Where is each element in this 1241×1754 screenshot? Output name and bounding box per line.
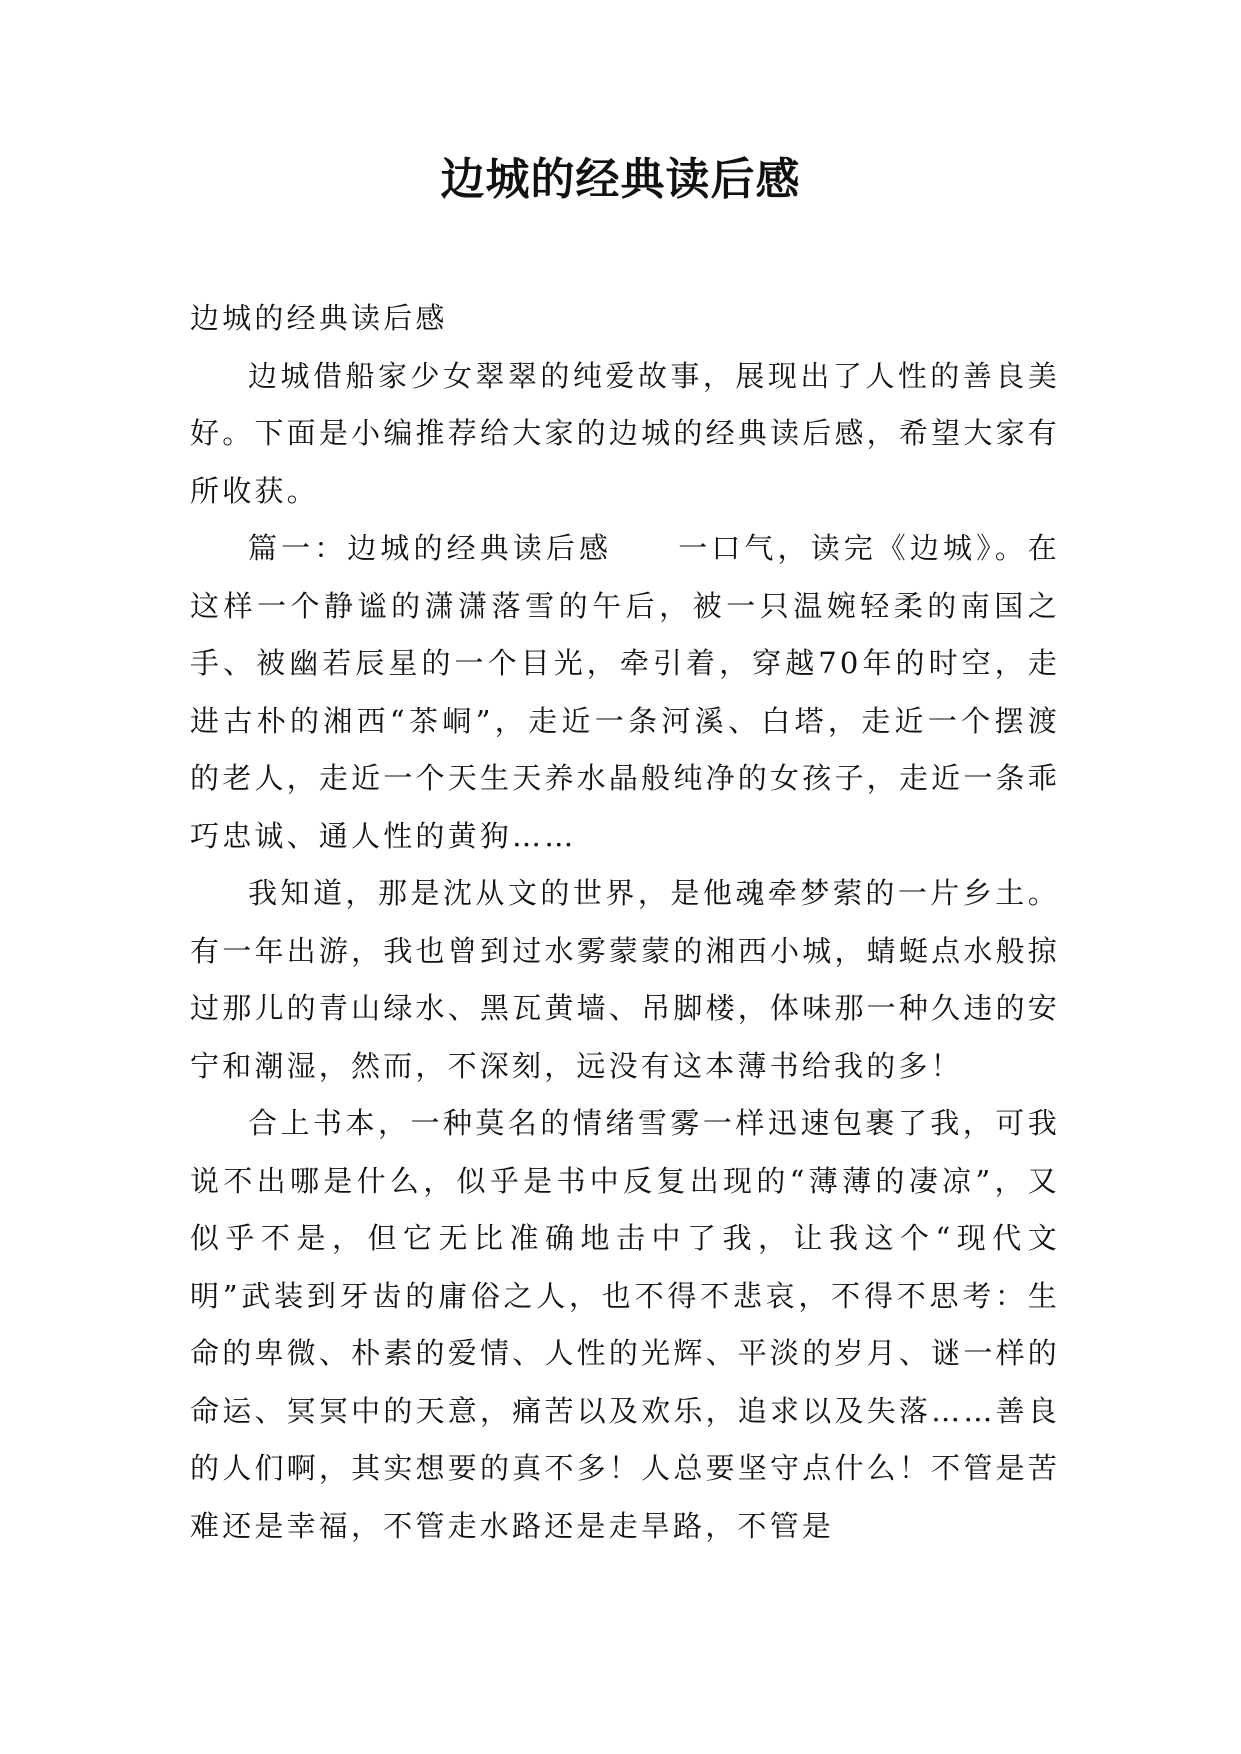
body-paragraph-intro: 边城借船家少女翠翠的纯爱故事，展现出了人性的善良美好。下面是小编推荐给大家的边城的经典读后感，希望大家有所收获。 (190, 358, 1060, 508)
body-paragraph-memory: 我知道，那是沈从文的世界，是他魂牵梦萦的一片乡土。有一年出游，我也曾到过水雾蒙蒙的湘西小城，蜻蜓点水般掠过那儿的青山绿水、黑瓦黄墙、吊脚楼，体味那一种久违的安宁和潮湿，然而，不深刻，远没有这本薄书给我的多！ (190, 876, 1060, 1083)
document-body (190, 290, 1060, 1555)
body-paragraph-part-one: 篇一：边城的经典读后感 一口气，读完《边城》。在这样一个静谧的潇潇落雪的午后，被一只温婉轻柔的南国之手、被幽若辰星的一个目光，牵引着，穿越70年的时空，走进古朴的湘西“茶峒”，走近一条河溪、白塔，走近一个摆渡的老人，走近一个天生天养水晶般纯净的女孩子，走近一条乖巧忠诚、通人性的黄狗…… (190, 531, 1060, 853)
body-paragraph-reflection: 合上书本，一种莫名的情绪雪雾一样迅速包裹了我，可我说不出哪是什么，似乎是书中反复出现的“薄薄的凄凉”，又似乎不是，但它无比准确地击中了我，让我这个“现代文明”武装到牙齿的庸俗之人，也不得不悲哀，不得不思考：生命的卑微、朴素的爱情、人性的光辉、平淡的岁月、谜一样的命运、冥冥中的天意，痛苦以及欢乐，追求以及失落……善良的人们啊，其实想要的真不多！人总要坚守点什么！不管是苦难还是幸福，不管走水路还是走旱路，不管是 (190, 1106, 1060, 1543)
body-paragraph-heading: 边城的经典读后感 (190, 301, 448, 335)
document-title: 边城的经典读后感 (440, 154, 801, 205)
